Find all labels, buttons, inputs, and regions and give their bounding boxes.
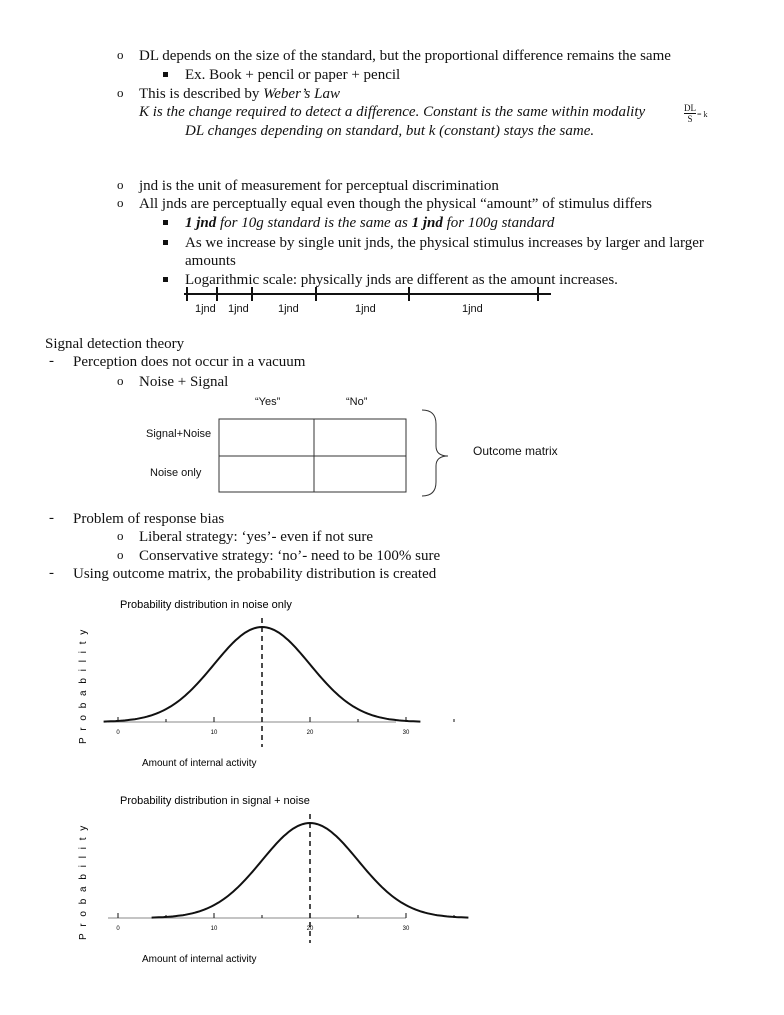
perception-line: Perception does not occur in a vacuum xyxy=(73,354,306,370)
all-jnds-line: All jnds are perceptually equal even though the physical “amount” of stimulus differs xyxy=(139,196,652,212)
y-axis-label: P r o b a b i l i t y xyxy=(78,627,89,744)
jnd-label: 1jnd xyxy=(195,303,216,315)
weber-name: Weber’s Law xyxy=(263,86,340,102)
example-line: Ex. Book + pencil or paper + pencil xyxy=(185,67,401,83)
signal-noise-chart xyxy=(75,788,410,973)
bullet-circle: o xyxy=(117,47,124,62)
bullet-circle: o xyxy=(117,177,124,192)
x-tick-label: 30 xyxy=(402,730,410,736)
jnd-label: 1jnd xyxy=(462,303,483,315)
liberal-line: Liberal strategy: ‘yes’- even if not sure xyxy=(139,529,374,545)
formula-equals: = k xyxy=(697,110,708,119)
jnd-label: 1jnd xyxy=(355,303,376,315)
sdt-heading: Signal detection theory xyxy=(45,336,185,352)
chart-title: Probability distribution in signal + noise xyxy=(120,795,310,807)
bias-line: Problem of response bias xyxy=(73,511,225,527)
formula-denominator: S xyxy=(687,114,693,124)
dl-change-line: DL changes depending on standard, but k (constant) stays the same. xyxy=(185,123,595,139)
x-axis-label: Amount of internal activity xyxy=(142,954,257,965)
row-signal-noise-label: Signal+Noise xyxy=(146,428,212,440)
outcome-matrix xyxy=(0,0,784,500)
dash-bullet: - xyxy=(49,353,54,369)
weber-prefix: This is described by xyxy=(139,86,264,102)
x-tick-label: 20 xyxy=(306,730,314,736)
increase-line-1: As we increase by single unit jnds, the physical stimulus increases by larger and larger xyxy=(185,235,704,251)
y-axis-label: P r o b a b i l i t y xyxy=(78,823,89,940)
bullet-circle: o xyxy=(117,528,124,543)
x-tick-label: 0 xyxy=(116,730,120,736)
chart-title: Probability distribution in noise only xyxy=(120,599,292,611)
dash-bullet: - xyxy=(49,510,54,526)
jnd-bold-1: 1 jnd xyxy=(185,215,217,231)
outcome-matrix-label: Outcome matrix xyxy=(473,444,558,458)
dash-bullet: - xyxy=(49,565,54,581)
log-scale-line: Logarithmic scale: physically jnds are different as the amount increases. xyxy=(185,272,618,288)
formula-numerator: DL xyxy=(684,103,696,113)
brace-icon xyxy=(422,410,448,496)
conservative-line: Conservative strategy: ‘no’- need to be 100% sure xyxy=(139,548,441,564)
x-tick-label: 20 xyxy=(306,926,314,932)
x-tick-label: 10 xyxy=(210,926,218,932)
col-yes-label: “Yes” xyxy=(255,396,281,408)
x-tick-label: 10 xyxy=(210,730,218,736)
bullet-circle: o xyxy=(117,547,124,562)
jnd-label: 1jnd xyxy=(278,303,299,315)
increase-line-2: amounts xyxy=(185,253,236,269)
x-axis-label: Amount of internal activity xyxy=(142,758,257,769)
noise-signal-line: Noise + Signal xyxy=(139,374,229,390)
noise-only-chart xyxy=(75,592,410,777)
dl-line: DL depends on the size of the standard, but the proportional difference remains the same xyxy=(139,48,671,64)
bullet-circle: o xyxy=(117,85,124,100)
bullet-circle: o xyxy=(117,373,124,388)
jnd-label: 1jnd xyxy=(228,303,249,315)
k-line: K is the change required to detect a difference. Constant is the same within modality xyxy=(139,104,646,120)
using-line: Using outcome matrix, the probability distribution is created xyxy=(73,566,437,582)
jnd-end: for 100g standard xyxy=(442,215,555,231)
jnd-bold-2: 1 jnd xyxy=(411,215,443,231)
x-tick-label: 0 xyxy=(116,926,120,932)
col-no-label: “No” xyxy=(346,396,368,408)
jnd-mid: for 10g standard is the same as xyxy=(216,215,412,231)
x-tick-label: 30 xyxy=(402,926,410,932)
jnd-unit-line: jnd is the unit of measurement for perceptual discrimination xyxy=(139,178,499,194)
bullet-circle: o xyxy=(117,195,124,210)
row-noise-only-label: Noise only xyxy=(150,467,202,479)
